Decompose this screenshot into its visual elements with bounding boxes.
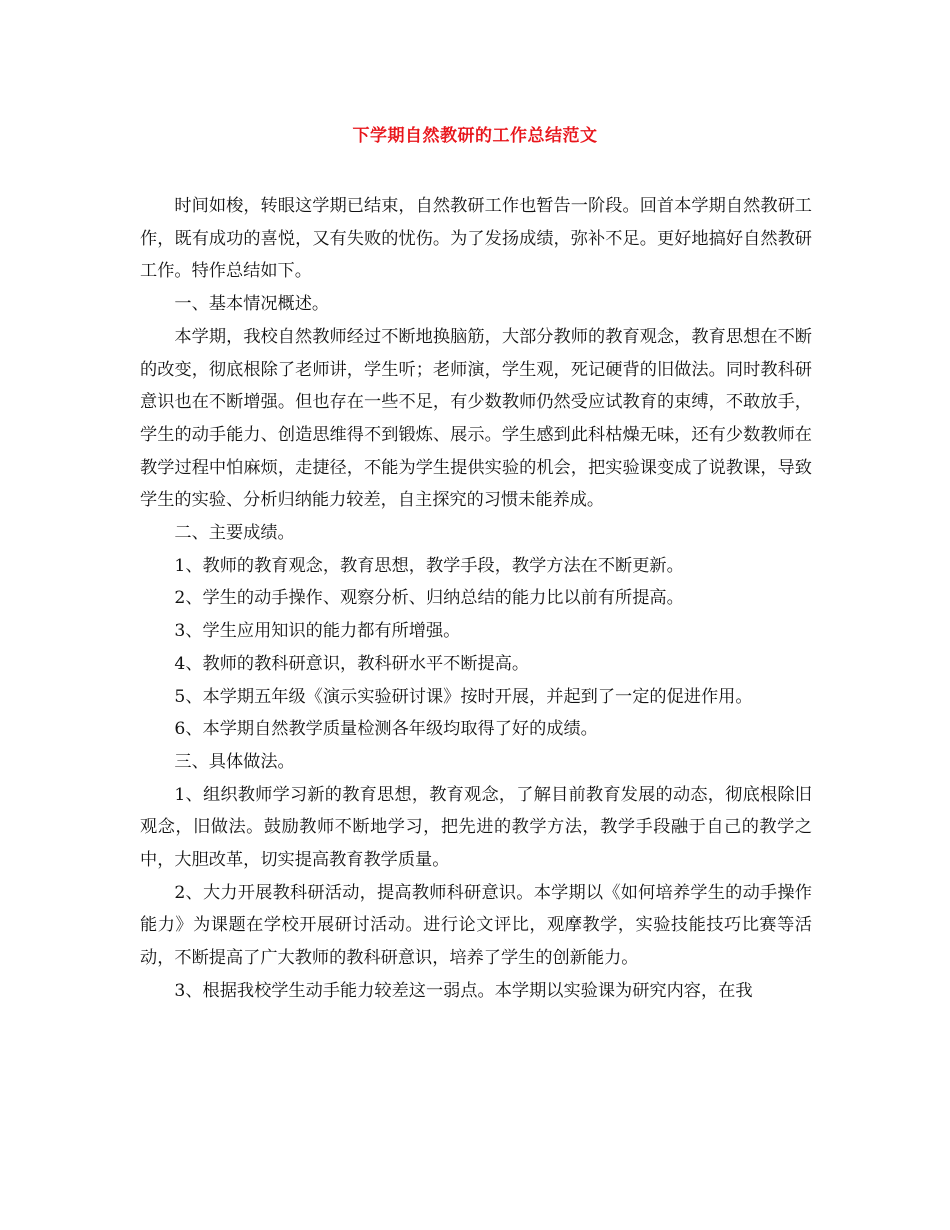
achievement-item-4: 4、教师的教科研意识，教科研水平不断提高。: [174, 653, 530, 674]
achievement-item-1: 1、教师的教育观念，教育思想，教学手段，教学方法在不断更新。: [174, 555, 684, 576]
paragraph-intro: 时间如梭，转眼这学期已结束，自然教研工作也暂告一阶段。回首本学期自然教研工作，既有成功的喜悦，又有失败的忧伤。为了发扬成绩，弥补不足。更好地搞好自然教研工作。特作总结如下。: [140, 196, 812, 282]
paragraph-overview: 本学期，我校自然教师经过不断地换脑筋，大部分教师的教育观念，教育思想在不断的改变，彻底根除了老师讲，学生听；老师演，学生观，死记硬背的旧做法。同时教科研意识也在不断增强。但也存在一些不足，有少数教师仍然受应试教育的束缚，不敢放手，学生的动手能力、创造思维得不到锻炼、展示。学生感到此科枯燥无味，还有少数教师在教学过程中怕麻烦，走捷径，不能为学生提供实验的机会，把实验课变成了说教课，导致学生的实验、分析归纳能力较差，自主探究的习惯未能养成。: [140, 326, 812, 511]
achievement-item-6: 6、本学期自然教学质量检测各年级均取得了好的成绩。: [174, 719, 598, 740]
achievement-item-2: 2、学生的动手操作、观察分析、归纳总结的能力比以前有所提高。: [174, 588, 684, 609]
achievement-item-5: 5、本学期五年级《演示实验研讨课》按时开展，并起到了一定的促进作用。: [174, 686, 753, 707]
achievement-item-3: 3、学生应用知识的能力都有所增强。: [174, 621, 461, 642]
section-heading-methods: 三、具体做法。: [174, 751, 295, 772]
document-body: [140, 190, 812, 1008]
document-title: 下学期自然教研的工作总结范文: [352, 126, 598, 146]
section-heading-achievements: 二、主要成绩。: [174, 523, 295, 544]
method-item-1: 1、组织教师学习新的教育思想，教育观念，了解目前教育发展的动态，彻底根除旧观念，旧做法。鼓励教师不断地学习，把先进的教学方法，教学手段融于自己的教学之中，大胆改革，切实提高教育教学质量。: [140, 784, 812, 871]
method-item-2: 2、大力开展教科研活动，提高教师科研意识。本学期以《如何培养学生的动手操作能力》为课题在学校开展研讨活动。进行论文评比，观摩教学，实验技能技巧比赛等活动，不断提高了广大教师的教科研意识，培养了学生的创新能力。: [140, 882, 812, 969]
method-item-3: 3、根据我校学生动手能力较差这一弱点。本学期以实验课为研究内容，在我: [174, 980, 753, 1001]
section-heading-overview: 一、基本情况概述。: [174, 294, 330, 315]
